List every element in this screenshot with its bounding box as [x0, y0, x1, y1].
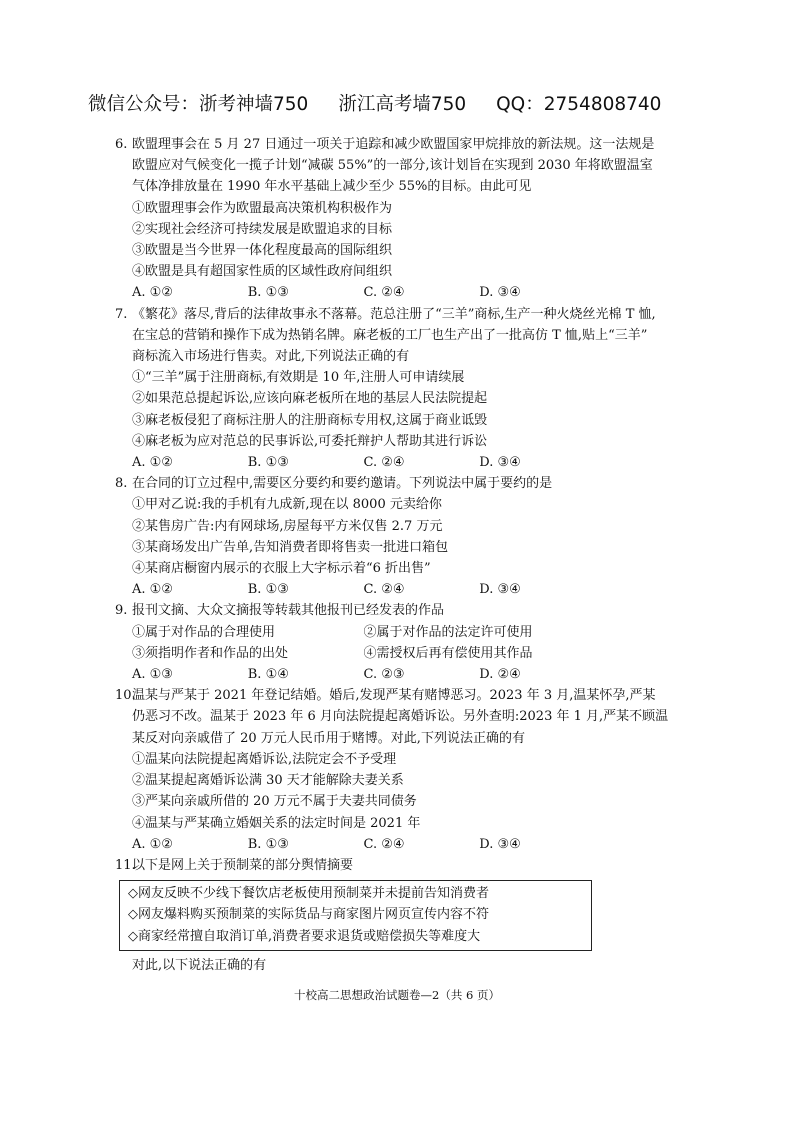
choice-c: C. ②④: [363, 582, 405, 598]
statement-option: ①甲对乙说:我的手机有九成新,现在以 8000 元卖给你: [132, 497, 442, 513]
statement-option: ③欧盟是当今世界一体化程度最高的国际组织: [132, 243, 393, 259]
answer-choices: [132, 282, 595, 303]
question-stem-line: 以下是网上关于预制菜的部分舆情摘要: [132, 857, 354, 873]
header-wechat: 微信公众号：浙考神墙750: [88, 94, 309, 115]
question-7: [115, 304, 656, 474]
question-6: [115, 134, 655, 304]
choice-d: D. ③④: [479, 285, 521, 301]
header-zjgkq: 浙江高考墙750: [338, 94, 467, 115]
choice-a: A. ①②: [132, 582, 173, 598]
statement-option: ④欧盟是具有超国家性质的区域性政府间组织: [132, 264, 393, 280]
question-8: [115, 473, 595, 600]
box-item: ◇商家经常擅自取消订单,消费者要求退货或赔偿损失等难度大: [128, 928, 481, 944]
question-stem-line: 某反对向亲戚借了 20 万元人民币用于赌博。对此,下列说法正确的有: [132, 730, 525, 746]
choice-d: D. ③④: [479, 836, 521, 852]
question-number: 7.: [115, 306, 128, 322]
choice-a: A. ①③: [132, 667, 173, 683]
question-stem-line: 欧盟理事会在 5 月 27 日通过一项关于追踪和减少欧盟国家甲烷排放的新法规。这一法规是: [132, 137, 655, 152]
statement-option: ②温某提起离婚诉讼满 30 天才能解除夫妻关系: [132, 773, 404, 789]
answer-choices: [132, 579, 595, 600]
choice-b: B. ①③: [247, 582, 289, 598]
choice-b: B. ①③: [247, 285, 289, 301]
question-stem-line: 气体净排放量在 1990 年水平基础上减少至少 55%的目标。由此可见: [132, 179, 532, 195]
choice-d: D. ③④: [479, 582, 521, 598]
choice-a: A. ①②: [132, 285, 173, 301]
statement-option: ③严某向亲戚所借的 20 万元不属于夫妻共同债务: [132, 794, 417, 810]
statement-option: ②实现社会经济可持续发展是欧盟追求的目标: [132, 221, 393, 237]
question-stem-line: 在合同的订立过程中,需要区分要约和要约邀请。下列说法中属于要约的是: [132, 476, 553, 492]
choice-b: B. ①③: [247, 836, 289, 852]
statement-option: ①属于对作品的合理使用: [132, 624, 276, 640]
box-item: ◇网友反映不少线下餐饮店老板使用预制菜并未提前告知消费者: [128, 886, 489, 902]
choice-a: A. ①②: [132, 836, 173, 852]
question-stem-line: 温某与严某于 2021 年登记结婚。婚后,发现严某有赌博恶习。2023 年 3 月,温某怀孕,严某: [132, 688, 656, 704]
question-10: [115, 685, 669, 855]
question-stem-line: 商标流入市场进行售卖。对此,下列说法正确的有: [132, 349, 410, 365]
question-stem-line: 欧盟应对气候变化一揽子计划“减碳 55%”的一部分,该计划旨在实现到 2030 年将欧盟温室: [132, 158, 653, 174]
question-stem-line: 《繁花》落尽,背后的法律故事永不落幕。范总注册了“三羊”商标,生产一种火烧丝光棉 T 恤,: [132, 306, 656, 322]
statement-option: ③某商场发出广告单,告知消费者即将售卖一批进口箱包: [132, 539, 449, 555]
answer-choices: [132, 664, 595, 685]
choice-d: D. ②④: [479, 667, 521, 683]
answer-choices: [132, 834, 595, 855]
choice-d: D. ③④: [479, 455, 521, 471]
question-stem-line: 仍恶习不改。温某于 2023 年 6 月向法院提起离婚诉讼。另外查明:2023 年 1 月,严某不顾温: [132, 709, 669, 725]
statement-option: ④温某与严某确立婚姻关系的法定时间是 2021 年: [132, 815, 421, 831]
statement-option: ③须指明作者和作品的出处: [132, 645, 289, 661]
statement-option: ②某售房广告:内有网球场,房屋每平方米仅售 2.7 万元: [132, 518, 443, 534]
choice-c: C. ②④: [363, 285, 405, 301]
statement-option: ③麻老板侵犯了商标注册人的注册商标专用权,这属于商业诋毁: [132, 412, 488, 428]
question-stem-line: 在宝总的营销和操作下成为热销名牌。麻老板的工厂也生产出了一批高仿 T 恤,贴上“三羊”: [132, 327, 648, 343]
question-number: 11.: [115, 857, 136, 873]
statement-option: ②属于对作品的法定许可使用: [363, 624, 533, 640]
question-11: [115, 855, 595, 876]
question-content: [115, 134, 669, 976]
question-number: 6.: [115, 137, 128, 152]
question-number: 9.: [115, 603, 128, 619]
choice-a: A. ①②: [132, 455, 173, 471]
choice-c: C. ②④: [363, 455, 405, 471]
answer-choices: [132, 452, 595, 473]
choice-c: C. ②③: [363, 667, 405, 683]
choice-b: B. ①③: [247, 455, 289, 471]
question-9: [115, 600, 595, 685]
choice-b: B. ①④: [247, 667, 289, 683]
statement-option-row: [132, 622, 595, 643]
public-opinion-box: [119, 880, 592, 951]
question-number: 8.: [115, 476, 128, 492]
page-footer: 十校高二思想政治试题卷—2（共 6 页）: [294, 988, 500, 1002]
statement-option: ①温某向法院提起离婚诉讼,法院定会不予受理: [132, 751, 397, 767]
page-header-watermark: [88, 90, 768, 116]
question-stem-line: 报刊文摘、大众文摘报等转载其他报刊已经发表的作品: [132, 603, 445, 619]
statement-option: ①欧盟理事会作为欧盟最高决策机构积极作为: [132, 200, 393, 216]
statement-option: ②如果范总提起诉讼,应该向麻老板所在地的基层人民法院提起: [132, 391, 488, 407]
question-stem-line: 对此,以下说法正确的有: [132, 957, 267, 973]
question-number: 10.: [115, 688, 136, 704]
statement-option-row: [132, 643, 595, 664]
statement-option: ④需授权后再有偿使用其作品: [363, 645, 533, 661]
box-item: ◇网友爆料购买预制菜的实际货品与商家图片网页宣传内容不符: [128, 907, 489, 923]
statement-option: ④麻老板为应对范总的民事诉讼,可委托辩护人帮助其进行诉讼: [132, 433, 488, 449]
choice-c: C. ②④: [363, 836, 405, 852]
header-qq: QQ：2754808740: [496, 94, 662, 115]
statement-option: ④某商店橱窗内展示的衣服上大字标示着“6 折出售”: [132, 561, 431, 577]
statement-option: ①“三羊”属于注册商标,有效期是 10 年,注册人可申请续展: [132, 370, 465, 386]
